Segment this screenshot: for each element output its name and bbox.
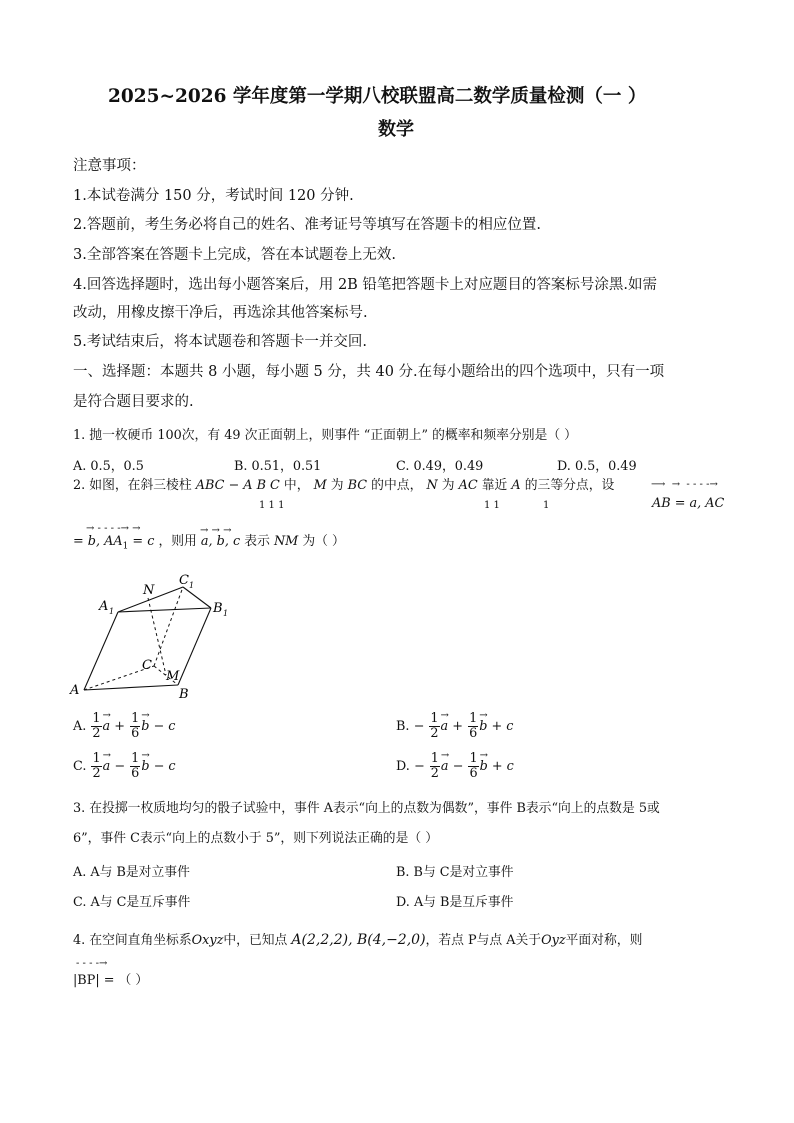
q2-a-subscript: 1 — [543, 500, 550, 511]
vector-a: → a — [103, 718, 111, 736]
sign: − — [413, 719, 425, 734]
label-n: N — [143, 583, 155, 598]
vector-c-term: + c — [491, 719, 514, 734]
q2-text: ，则用 — [158, 534, 197, 549]
q2-target-vector: NM — [273, 534, 299, 549]
fraction: $\frac{1}{2}$ — [92, 751, 101, 781]
question-2-stem — [73, 477, 614, 495]
q2-point-n: N — [426, 478, 438, 493]
q2-text: 为 — [330, 478, 344, 493]
fraction: $\frac{1}{6}$ — [131, 711, 140, 741]
exam-title: 2025~2026 学年度第一学期八校联盟高二数学质量检测（一 ） — [108, 86, 647, 107]
question-2-option-b — [396, 712, 513, 741]
label-a: A — [70, 683, 80, 698]
question-4-stem-line2: |BP| = （ ） — [73, 973, 149, 988]
sign: − — [114, 759, 126, 774]
question-1-option-a: A. 0.5，0.5 — [73, 459, 144, 474]
question-3-option-b: B. B与 C是对立事件 — [396, 865, 514, 880]
vector-a: → a — [441, 758, 449, 776]
vector-c-term: − c — [153, 719, 176, 734]
q2-text: 的三等分点，设 — [524, 478, 615, 493]
vector-b: → b — [141, 718, 149, 736]
label-b1-sub: 1 — [223, 609, 229, 618]
q2-vector-overarrows: ⟶ → - - - -→ — [651, 479, 718, 490]
q2-vector-eq-2-end: = c — [128, 534, 155, 549]
option-key: D. — [396, 759, 410, 774]
vector-c-term: + c — [491, 759, 514, 774]
q2-abc-overarrows: → → → — [200, 525, 232, 536]
note-item: 4.回答选择题时，选出每小题答案后，用 2B 铅笔把答题卡上对应题目的答案标号涂黑.如需 — [73, 277, 658, 293]
q4-bp-overarrow: - - - -→ — [76, 958, 108, 969]
vector-a: → a — [103, 758, 111, 776]
q2-prism: ABC − A B C — [195, 478, 280, 493]
q2-text: 为 — [441, 478, 455, 493]
q4-text: ，若点 P与点 A关于 — [425, 933, 542, 948]
q2-ac-subscripts: 1 1 — [484, 500, 500, 511]
vector-c-term: − c — [153, 759, 176, 774]
question-4-stem-line1 — [73, 931, 642, 950]
sign: − — [413, 759, 425, 774]
q2-text: 靠近 — [481, 478, 508, 493]
q2-text: 中， — [283, 478, 310, 493]
q4-text: 平面对称，则 — [565, 933, 643, 948]
q2-line2-overarrows: → - - - -→ → — [86, 523, 141, 534]
fraction: $\frac{1}{6}$ — [469, 711, 478, 741]
fraction: $\frac{1}{2}$ — [92, 711, 101, 741]
question-2-option-d — [396, 752, 514, 781]
question-3-stem-line1: 3. 在投掷一枚质地均匀的骰子试验中，事件 A表示“向上的点数为偶数”，事件 B表示“向上的点数是 5或 — [73, 801, 660, 816]
note-item: 1.本试卷满分 150 分，考试时间 120 分钟. — [73, 188, 354, 204]
option-key: C. — [73, 759, 87, 774]
edge-a1-b1 — [118, 608, 211, 612]
question-3-option-a: A. A与 B是对立事件 — [73, 865, 190, 880]
question-3-stem-line2: 6”，事件 C表示“向上的点数小于 5”，则下列说法正确的是（ ） — [73, 831, 439, 846]
q2-prism-subscripts: 1 1 1 — [259, 500, 285, 511]
label-m: M — [166, 669, 180, 684]
q4-points: A(2,2,2), B(4,−2,0) — [291, 932, 426, 948]
question-1-stem: 1. 抛一枚硬币 100次，有 49 次正面朝上，则事件 “正面朝上” 的概率和频率分别是（ ） — [73, 428, 577, 443]
note-item: 改动，用橡皮擦干净后，再选涂其他答案标号. — [73, 305, 368, 321]
label-c: C — [142, 658, 152, 673]
hidden-edge-c-c1 — [154, 587, 183, 666]
q4-text: 4. 在空间直角坐标系 — [73, 933, 192, 948]
subject-title: 数学 — [378, 119, 414, 140]
q2-point-a: A — [511, 478, 521, 493]
edge-c1-b1 — [183, 587, 211, 608]
q2-vector-eq-2: = b, AA — [73, 534, 123, 549]
label-c1-sub: 1 — [189, 581, 195, 590]
q4-text: 中，已知点 — [223, 933, 288, 948]
edge-a-a1 — [84, 612, 118, 690]
option-key: A. — [73, 719, 87, 734]
q2-segment-bc: BC — [347, 478, 368, 493]
q2-segment-ac: AC — [458, 478, 478, 493]
label-b1: B — [213, 601, 223, 616]
label-a1-sub: 1 — [109, 607, 115, 616]
sign: − — [452, 759, 464, 774]
q2-text: 2. 如图，在斜三棱柱 — [73, 478, 192, 493]
label-c1: C — [179, 573, 189, 588]
option-key: B. — [396, 719, 410, 734]
section-heading-line: 是符合题目要求的. — [73, 394, 194, 410]
vector-b: → b — [479, 718, 487, 736]
vector-b: → b — [141, 758, 149, 776]
q2-text: 为（ ） — [302, 534, 345, 549]
q4-coordinate-system: Oxyz — [191, 933, 224, 948]
label-a1: A — [99, 599, 109, 614]
q2-basis-vectors: a, b, c — [200, 534, 241, 549]
question-3-option-c: C. A与 C是互斥事件 — [73, 895, 191, 910]
note-item: 2.答题前，考生务必将自己的姓名、准考证号等填写在答题卡的相应位置. — [73, 217, 541, 233]
question-2-option-a — [73, 712, 175, 741]
sign: + — [452, 719, 463, 734]
note-item: 5.考试结束后，将本试题卷和答题卡一并交回. — [73, 334, 367, 350]
vector-a: → a — [441, 718, 449, 736]
q2-point-m: M — [313, 478, 327, 493]
edge-b-b1 — [178, 608, 211, 685]
q2-text: 的中点， — [371, 478, 423, 493]
question-2-option-c — [73, 752, 176, 781]
q2-aa1-subscript: 1 — [122, 541, 129, 552]
question-1-option-c: C. 0.49，0.49 — [396, 459, 484, 474]
notes-heading: 注意事项： — [73, 158, 146, 174]
sign: + — [114, 719, 125, 734]
question-1-option-b: B. 0.51，0.51 — [234, 459, 322, 474]
label-b: B — [179, 687, 189, 702]
fraction: $\frac{1}{2}$ — [430, 711, 439, 741]
note-item: 3.全部答案在答题卡上完成，答在本试题卷上无效. — [73, 247, 396, 263]
fraction: $\frac{1}{6}$ — [131, 751, 140, 781]
section-heading-line: 一、选择题：本题共 8 小题，每小题 5 分，共 40 分.在每小题给出的四个选项中，只有一项 — [73, 364, 665, 380]
q2-vector-eq-1: AB = a, AC — [652, 496, 725, 511]
fraction: $\frac{1}{2}$ — [430, 751, 439, 781]
q2-text: 表示 — [244, 534, 270, 549]
question-1-option-d: D. 0.5，0.49 — [557, 459, 637, 474]
vector-b: → b — [480, 758, 488, 776]
question-3-option-d: D. A与 B是互斥事件 — [396, 895, 514, 910]
edge-a-b — [84, 685, 178, 690]
fraction: $\frac{1}{6}$ — [469, 751, 478, 781]
prism-figure — [66, 570, 236, 705]
q4-plane: Oyz — [541, 933, 566, 948]
